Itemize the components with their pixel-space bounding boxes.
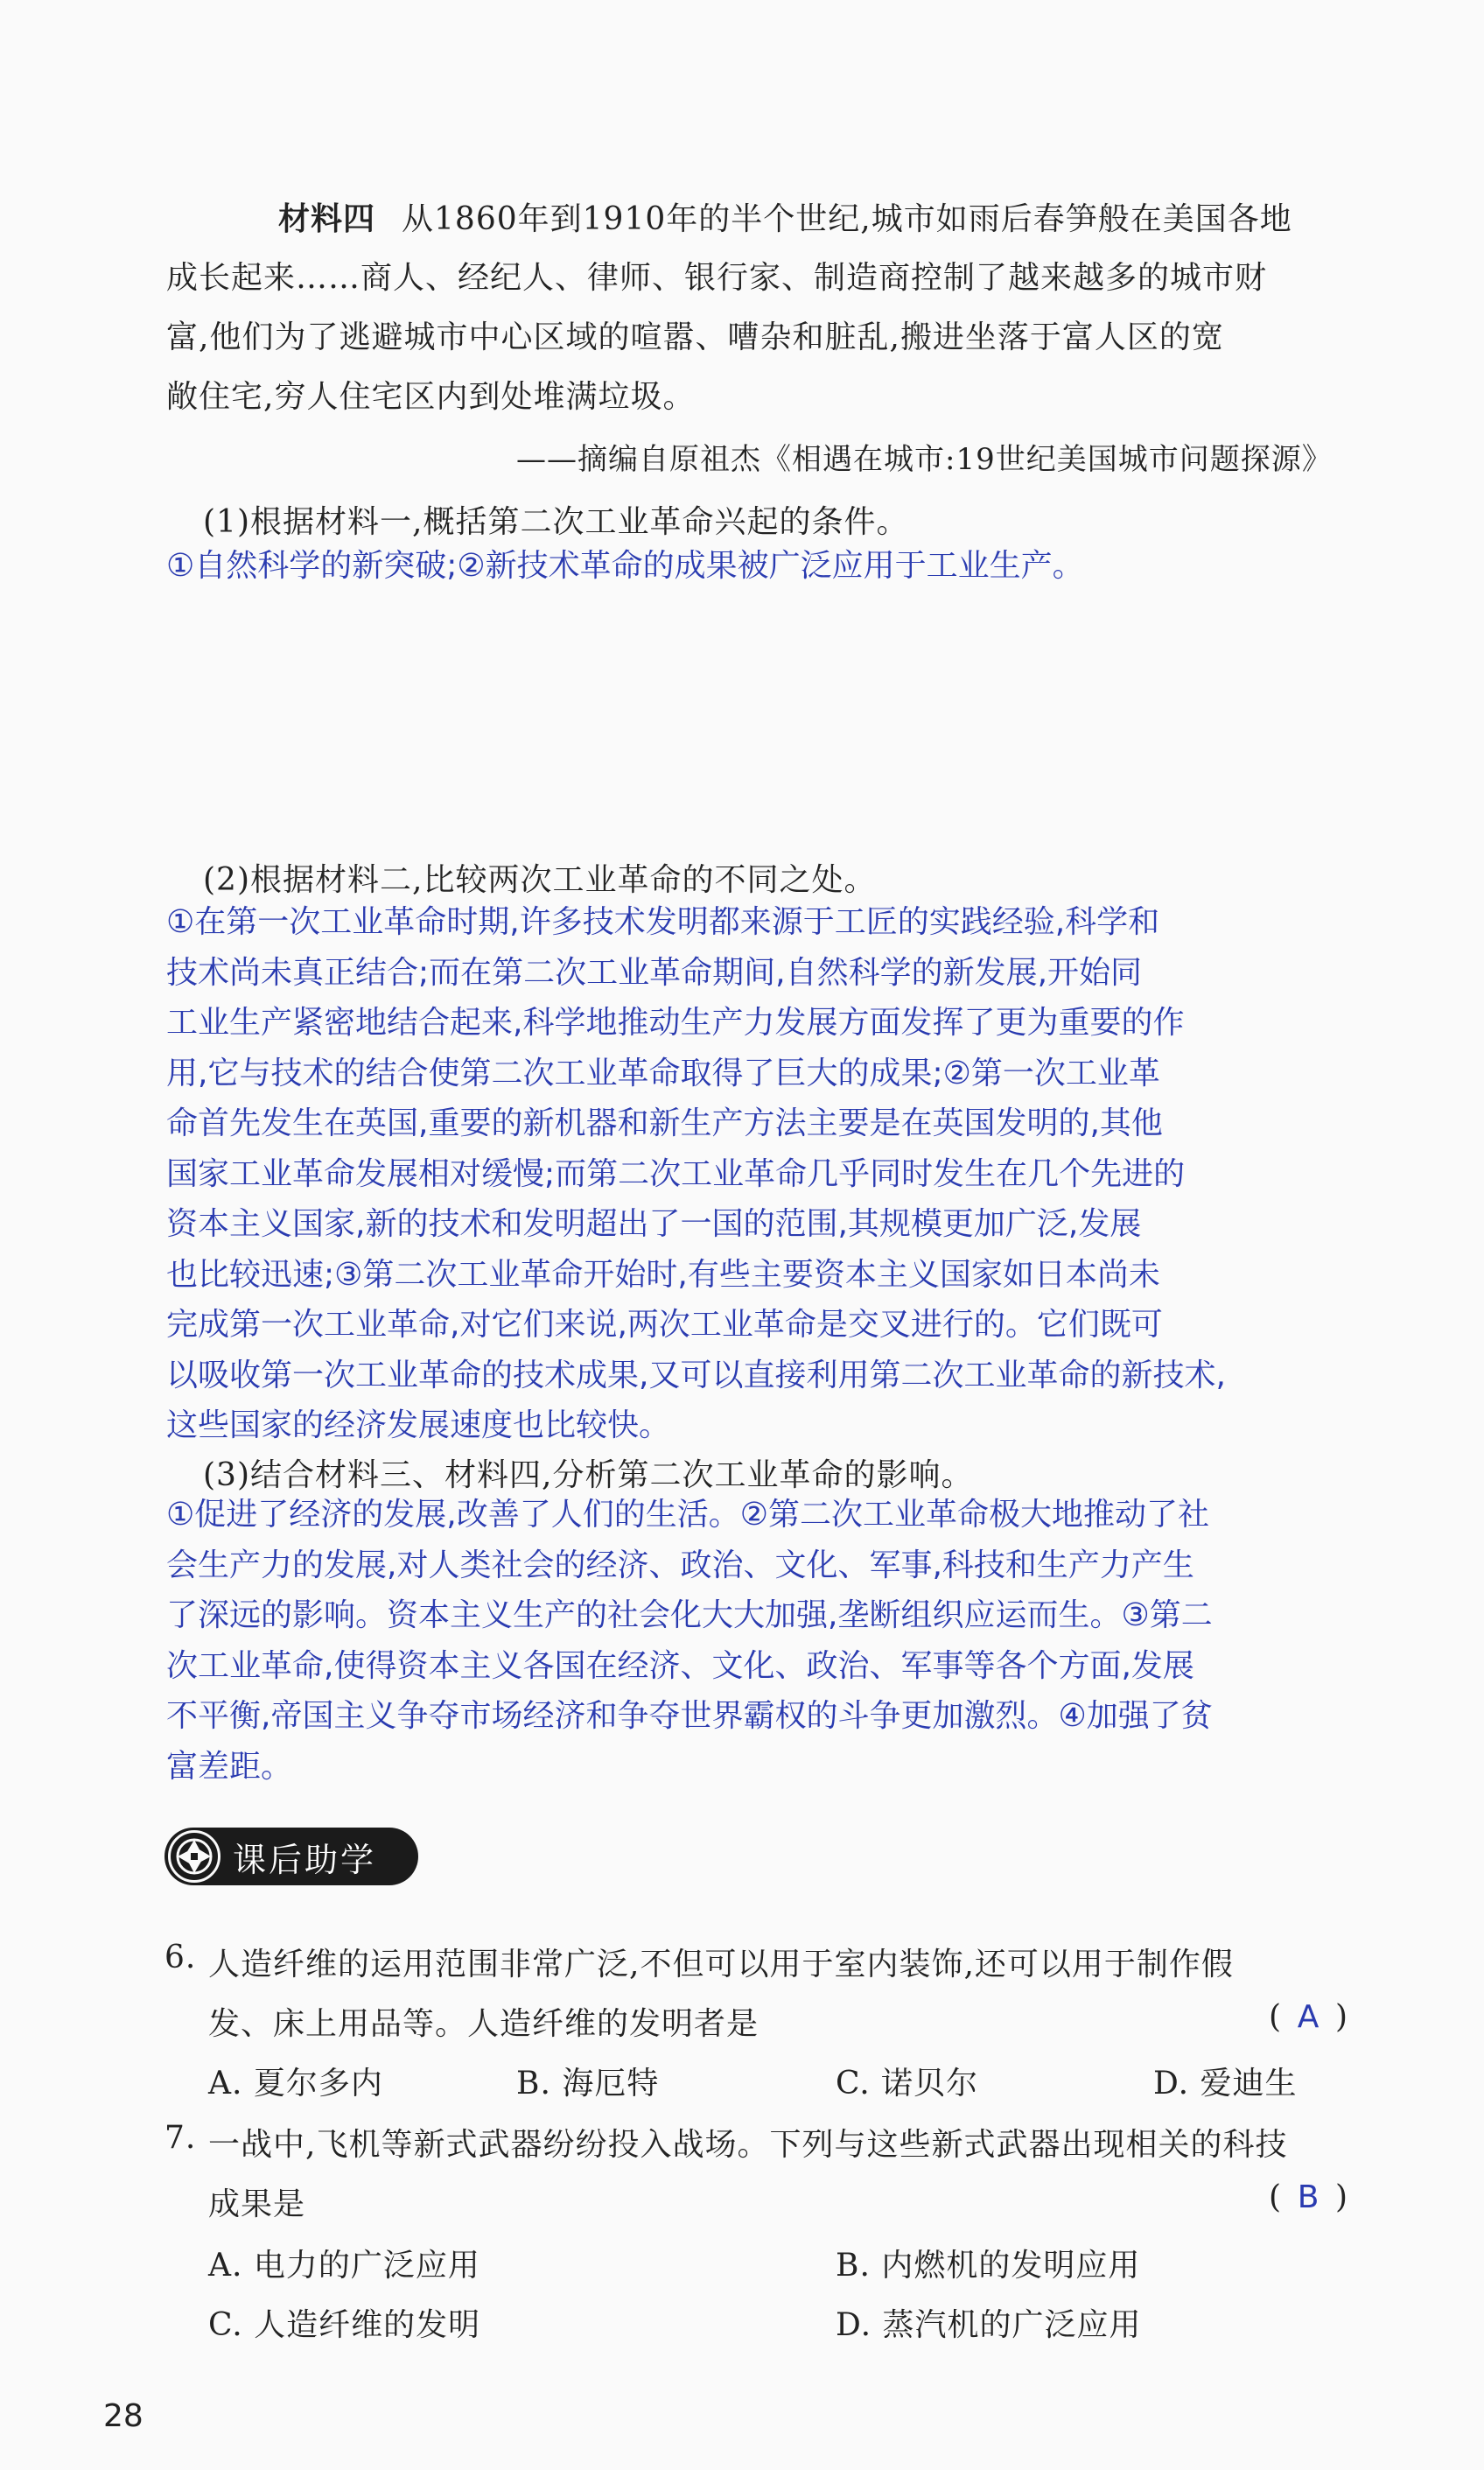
mcq-6-option-c: C. 诺贝尔 [836,2066,979,2102]
material-4-line-1: 材料四 从1860年到1910年的半个世纪,城市如雨后春笋般在美国各地 [278,200,1292,237]
answer-line: 不平衡,帝国主义争夺市场经济和争夺世界霸权的斗争更加激烈。④加强了贫 [166,1698,1213,1734]
answer-line: 国家工业革命发展相对缓慢;而第二次工业革命几乎同时发生在几个先进的 [166,1155,1186,1192]
material-4-label: 材料四 [278,200,376,237]
material-4-line-4: 敞住宅,穷人住宅区内到处堆满垃圾。 [166,379,696,415]
mcq-7-option-b: B. 内燃机的发明应用 [836,2248,1141,2284]
answer-line: 也比较迅速;③第二次工业革命开始时,有些主要资本主义国家如日本尚未 [166,1256,1160,1293]
answer-line: 命首先发生在英国,重要的新机器和新生产方法主要是在英国发明的,其他 [166,1105,1163,1141]
answer-line: ①自然科学的新突破;②新技术革命的成果被广泛应用于工业生产。 [166,548,1084,584]
question-1-answer [166,541,1348,592]
mcq-7-option-d: D. 蒸汽机的广泛应用 [836,2307,1142,2343]
answer-line: 工业生产紧密地结合起来,科学地推动生产力发展方面发挥了更为重要的作 [166,1005,1185,1041]
mcq-6-answer: A [1297,1999,1320,2035]
answer-line: 用,它与技术的结合使第二次工业革命取得了巨大的成果;②第一次工业革 [166,1055,1160,1091]
material-4-citation: ——摘编自原祖杰《相遇在城市:19世纪美国城市问题探源》 [516,442,1333,477]
answer-line: 技术尚未真正结合;而在第二次工业革命期间,自然科学的新发展,开始同 [166,954,1143,991]
mcq-6-answer-bracket: ( A ) [1269,1999,1348,2035]
material-4-line-2: 成长起来……商人、经纪人、律师、银行家、制造商控制了越来越多的城市财 [166,260,1268,296]
page-number: 28 [103,2398,144,2434]
question-2-prompt: (2)根据材料二,比较两次工业革命的不同之处。 [203,862,877,898]
question-1-prompt: (1)根据材料一,概括第二次工业革命兴起的条件。 [203,504,909,540]
mcq-6-line-2: 发、床上用品等。人造纤维的发明者是 [208,2006,760,2042]
mcq-7-option-c: C. 人造纤维的发明 [208,2307,481,2343]
question-3-prompt: (3)结合材料三、材料四,分析第二次工业革命的影响。 [203,1457,974,1493]
answer-line: 会生产力的发展,对人类社会的经济、政治、文化、军事,科技和生产力产生 [166,1547,1194,1583]
mcq-6-option-b: B. 海厄特 [516,2066,660,2102]
mcq-6-option-d: D. 爱迪生 [1153,2066,1298,2102]
question-2-answer [166,897,1348,1451]
answer-line: 次工业革命,使得资本主义各国在经济、文化、政治、军事等各个方面,发展 [166,1647,1194,1684]
answer-line: 了深远的影响。资本主义生产的社会化大大加强,垄断组织应运而生。③第二 [166,1597,1213,1633]
section-title: 课后助学 [233,1840,377,1879]
camera-aperture-icon [168,1830,220,1883]
answer-line: 完成第一次工业革命,对它们来说,两次工业革命是交叉进行的。它们既可 [166,1307,1163,1343]
mcq-6-option-a: A. 夏尔多内 [208,2066,383,2102]
mcq-7-option-a: A. 电力的广泛应用 [208,2248,480,2284]
answer-line: 以吸收第一次工业革命的技术成果,又可以直接利用第二次工业革命的新技术, [166,1357,1226,1393]
mcq-7-line-2: 成果是 [208,2186,306,2222]
mcq-7-line-1: 一战中,飞机等新式武器纷纷投入战场。下列与这些新式武器出现相关的科技 [208,2127,1288,2163]
answer-line: 资本主义国家,新的技术和发明超出了一国的范围,其规模更加广泛,发展 [166,1206,1142,1242]
answer-line: ①促进了经济的发展,改善了人们的生活。②第二次工业革命极大地推动了社 [166,1497,1209,1533]
mcq-7-answer: B [1297,2179,1320,2215]
material-4-line-3: 富,他们为了逃避城市中心区域的喧嚣、嘈杂和脏乱,搬进坐落于富人区的宽 [166,319,1224,355]
section-banner [164,1828,418,1885]
mcq-7-answer-bracket: ( B ) [1269,2179,1348,2215]
answer-line: ①在第一次工业革命时期,许多技术发明都来源于工匠的实践经验,科学和 [166,904,1160,940]
mcq-6-number: 6. [164,1940,197,1975]
question-3-answer [166,1490,1348,1792]
answer-line: 这些国家的经济发展速度也比较快。 [166,1407,671,1443]
answer-line: 富差距。 [166,1748,293,1785]
mcq-7-number: 7. [164,2120,197,2156]
mcq-6-line-1: 人造纤维的运用范围非常广泛,不但可以用于室内装饰,还可以用于制作假 [208,1947,1234,1982]
